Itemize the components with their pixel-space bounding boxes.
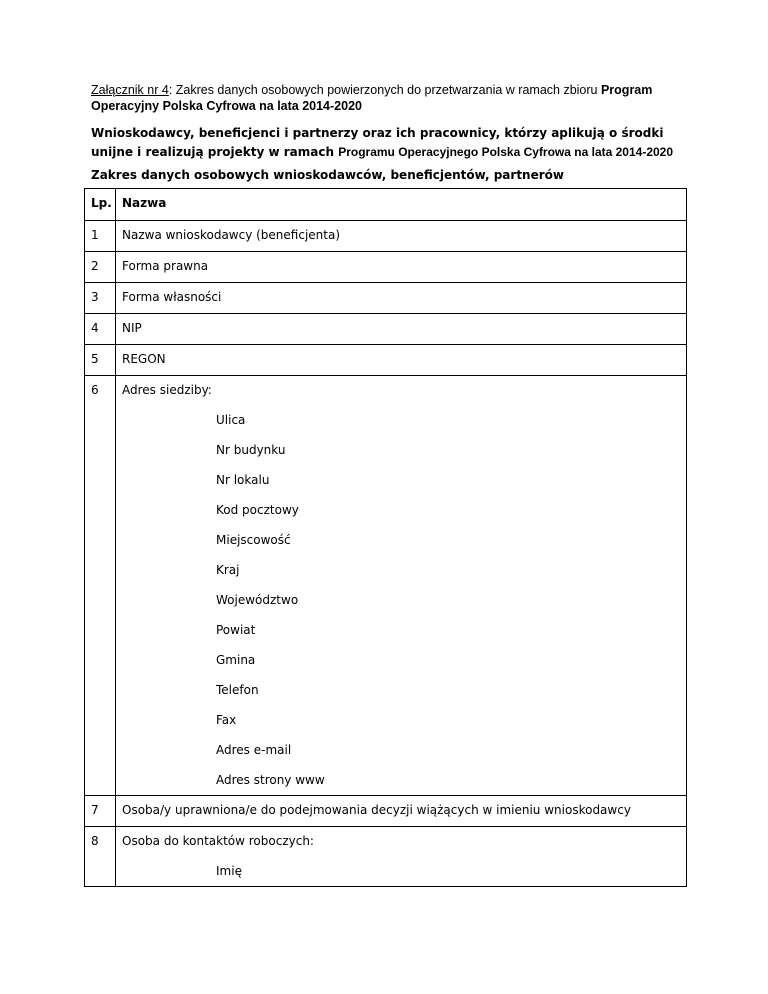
address-sub-item: Ulica — [216, 413, 246, 427]
annex-heading — [91, 82, 691, 114]
table-row — [85, 221, 687, 252]
header-name: Nazwa — [116, 189, 687, 221]
address-sub-item: Kod pocztowy — [216, 503, 299, 517]
row-name: Forma własności — [116, 283, 687, 314]
row-name: NIP — [116, 314, 687, 345]
table-row — [85, 314, 687, 345]
address-sub-item: Powiat — [216, 623, 256, 637]
row-lp: 2 — [85, 252, 116, 283]
personal-data-table — [84, 188, 687, 887]
row-lp: 8 — [85, 827, 116, 887]
address-sub-item: Kraj — [216, 563, 240, 577]
row-name: Osoba do kontaktów roboczych: Imię — [116, 827, 687, 887]
address-sub-item: Adres e-mail — [216, 743, 292, 757]
table-row — [85, 252, 687, 283]
table-row — [85, 345, 687, 376]
table-row — [85, 376, 687, 796]
row-lp: 7 — [85, 796, 116, 827]
address-sub-item: Nr budynku — [216, 443, 286, 457]
row-lp: 4 — [85, 314, 116, 345]
address-sub-item: Fax — [216, 713, 237, 727]
address-sub-item: Telefon — [216, 683, 259, 697]
row-name: REGON — [116, 345, 687, 376]
program-name: Program Operacyjny Polska Cyfrowa na lata 2014-2020 — [91, 83, 653, 113]
table-row — [85, 796, 687, 827]
address-sub-item: Województwo — [216, 593, 299, 607]
annex-text: : Zakres danych osobowych powierzonych do przetwarzania w ramach zbioru — [168, 83, 601, 97]
table-row — [85, 827, 687, 887]
row-name: Osoba/y uprawniona/e do podejmowania decyzji wiążących w imieniu wnioskodawcy — [116, 796, 687, 827]
row-name: Forma prawna — [116, 252, 687, 283]
row-lp: 3 — [85, 283, 116, 314]
header-lp: Lp. — [85, 189, 116, 221]
table-row — [85, 283, 687, 314]
row-name: Adres siedziby: Ulica Nr budynku Nr lokalu Kod pocztowy Miejscowość Kraj Województwo Powiat Gmina Telefon Fax Adres e-mail Adres strony www — [116, 376, 687, 796]
address-sub-item: Adres strony www — [216, 773, 325, 787]
row-lp: 6 — [85, 376, 116, 796]
row-lp: 5 — [85, 345, 116, 376]
subtitle-part1: Wnioskodawcy, beneficjenci i partnerzy oraz ich pracownicy, którzy aplikują o środki unijne i realizują projekty w ramach — [91, 126, 664, 159]
section-title: Zakres danych osobowych wnioskodawców, beneficjentów, partnerów — [91, 168, 564, 182]
row-lp: 1 — [85, 221, 116, 252]
annex-label: Załącznik nr 4 — [91, 83, 169, 97]
table-header-row — [85, 189, 687, 221]
contact-sub-item: Imię — [216, 864, 242, 878]
address-sub-item: Nr lokalu — [216, 473, 270, 487]
row-name: Nazwa wnioskodawcy (beneficjenta) — [116, 221, 687, 252]
address-sub-item: Miejscowość — [216, 533, 291, 547]
address-sub-item: Gmina — [216, 653, 256, 667]
subtitle — [91, 124, 691, 162]
subtitle-part2: Programu Operacyjnego Polska Cyfrowa na lata 2014-2020 — [338, 145, 674, 159]
